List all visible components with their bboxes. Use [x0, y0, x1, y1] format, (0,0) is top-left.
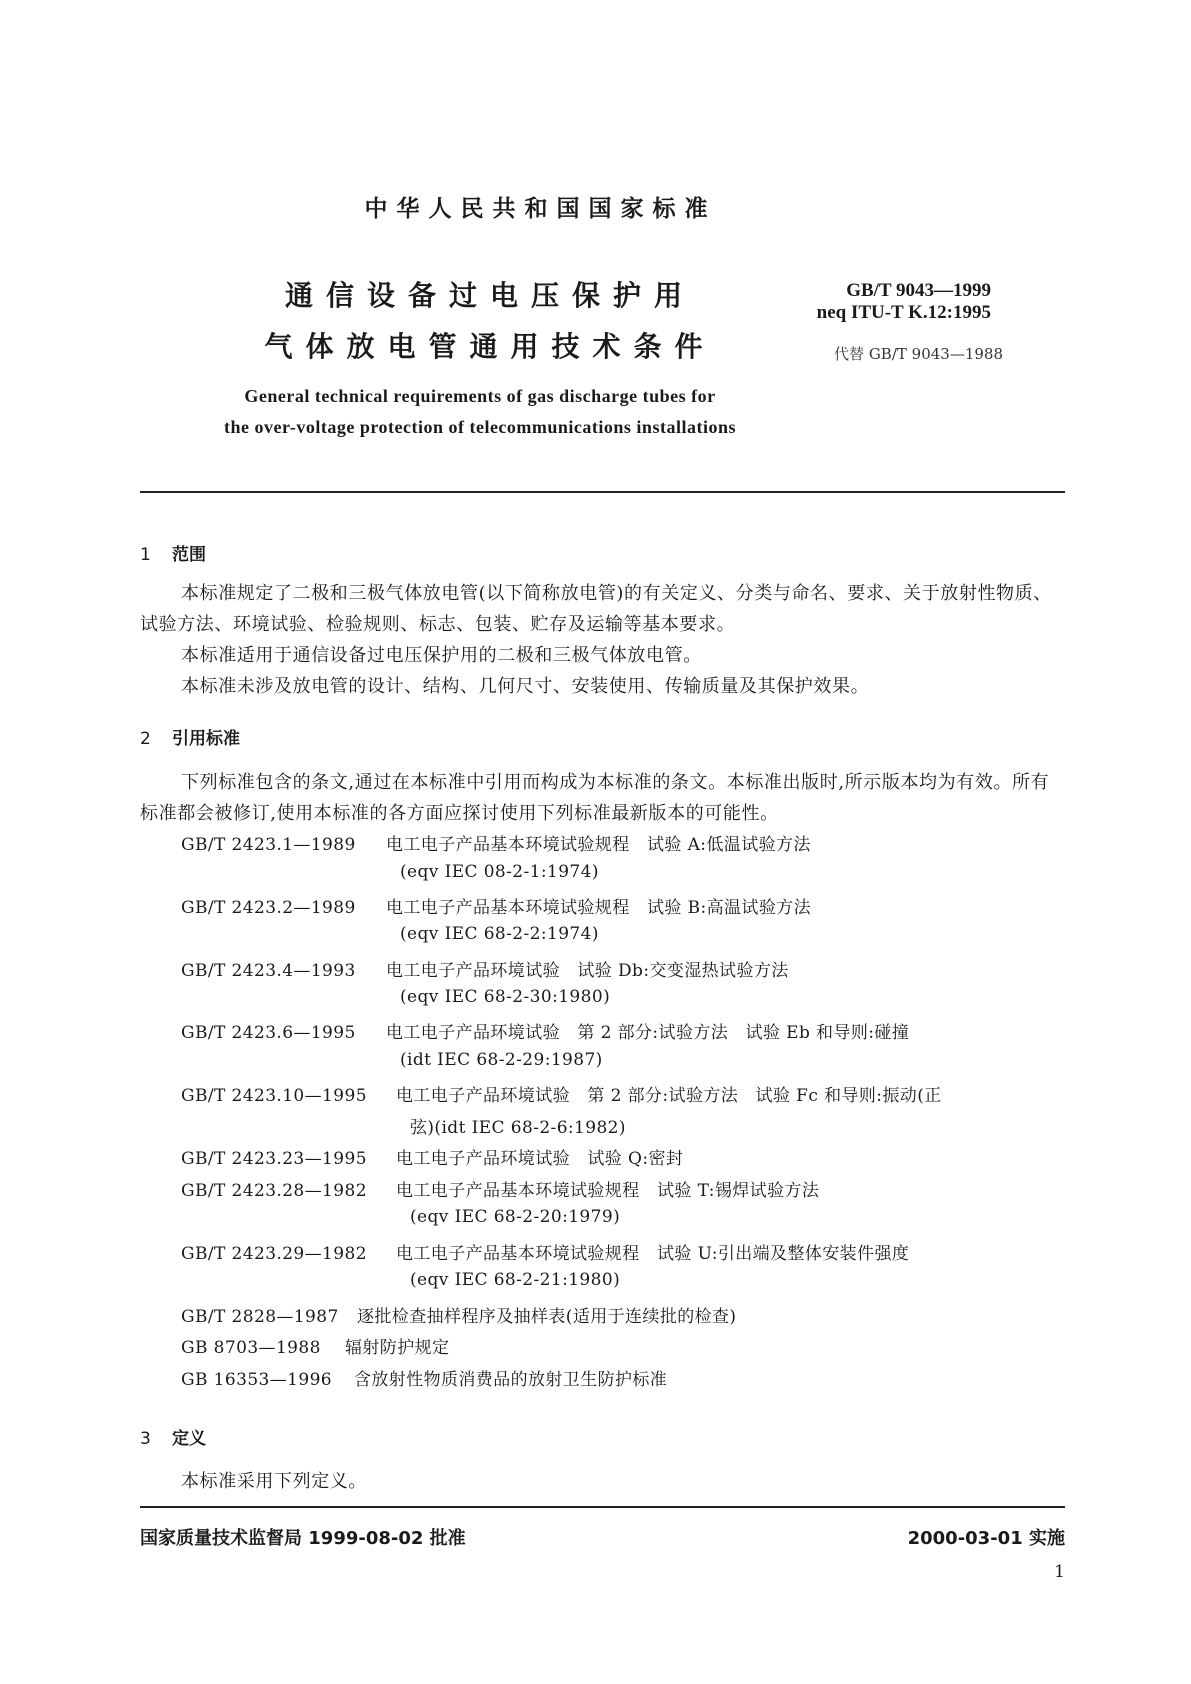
reference-item	[181, 1081, 942, 1106]
reference-title: 电工电子产品环境试验 试验 Db:交变湿热试验方法	[386, 961, 789, 981]
reference-title: 电工电子产品环境试验 第 2 部分:试验方法 试验 Fc 和导则:振动(正	[396, 1086, 942, 1106]
section-number: 1	[140, 545, 151, 565]
title-en-line1: General technical requirements of gas discharge tubes for	[244, 386, 716, 406]
header-divider	[140, 491, 1065, 493]
reference-continuation: (idt IEC 68-2-29:1987)	[400, 1050, 603, 1070]
reference-continuation: 弦)(idt IEC 68-2-6:1982)	[410, 1118, 626, 1138]
scope-paragraph-1: 本标准规定了二极和三极气体放电管(以下简称放电管)的有关定义、分类与命名、要求、关于放射性物质、试验方法、环境试验、检验规则、标志、包装、贮存及运输等基本要求。	[140, 583, 1052, 635]
title-en-line2: the over-voltage protection of telecommunications installations	[224, 417, 736, 437]
reference-code: GB/T 2423.23—1995	[181, 1149, 367, 1169]
reference-continuation: (eqv IEC 08-2-1:1974)	[400, 862, 599, 882]
title-cn-line1: 通信设备过电压保护用	[284, 279, 695, 312]
section-number: 2	[140, 729, 151, 749]
reference-title: 辐射防护规定	[345, 1338, 450, 1358]
reference-continuation: (eqv IEC 68-2-20:1979)	[410, 1207, 621, 1227]
reference-title: 逐批检查抽样程序及抽样表(适用于连续批的检查)	[357, 1307, 737, 1327]
reference-title: 电工电子产品基本环境试验规程 试验 B:高温试验方法	[386, 898, 812, 918]
reference-title: 电工电子产品环境试验 第 2 部分:试验方法 试验 Eb 和导则:碰撞	[386, 1023, 910, 1043]
replaces-note: 代替 GB/T 9043—1988	[834, 345, 1003, 363]
reference-item	[181, 830, 811, 855]
section-heading-references	[140, 724, 240, 749]
reference-code: GB/T 2423.10—1995	[181, 1086, 367, 1106]
reference-item	[181, 1333, 449, 1358]
approval-date: 国家质量技术监督局 1999-08-02 批准	[140, 1528, 466, 1549]
reference-item	[181, 893, 811, 918]
section-title: 范围	[172, 545, 206, 565]
reference-title: 含放射性物质消费品的放射卫生防护标准	[354, 1370, 668, 1390]
reference-title: 电工电子产品基本环境试验规程 试验 A:低温试验方法	[386, 835, 811, 855]
references-intro: 下列标准包含的条文,通过在本标准中引用而构成为本标准的条文。本标准出版时,所示版本均为有效。所有标准都会被修订,使用本标准的各方面应探讨使用下列标准最新版本的可能性。	[140, 772, 1050, 824]
reference-code: GB/T 2423.1—1989	[181, 835, 356, 855]
section-heading-scope	[140, 540, 206, 565]
reference-code: GB 8703—1988	[181, 1338, 321, 1358]
scope-paragraph-2: 本标准适用于通信设备过电压保护用的二极和三极气体放电管。	[181, 645, 702, 666]
reference-code: GB/T 2423.2—1989	[181, 898, 356, 918]
reference-item	[181, 956, 789, 981]
reference-item	[181, 1365, 667, 1390]
reference-item	[181, 1239, 909, 1264]
reference-code: GB 16353—1996	[181, 1370, 333, 1390]
reference-item	[181, 1176, 819, 1201]
reference-title: 电工电子产品基本环境试验规程 试验 U:引出端及整体安装件强度	[396, 1244, 910, 1264]
reference-code: GB/T 2423.4—1993	[181, 961, 356, 981]
reference-title: 电工电子产品环境试验 试验 Q:密封	[396, 1149, 684, 1169]
reference-code: GB/T 2423.29—1982	[181, 1244, 367, 1264]
reference-continuation: (eqv IEC 68-2-21:1980)	[410, 1270, 621, 1290]
reference-title: 电工电子产品基本环境试验规程 试验 T:锡焊试验方法	[396, 1181, 820, 1201]
reference-code: GB/T 2423.6—1995	[181, 1023, 356, 1043]
reference-code: GB/T 2828—1987	[181, 1307, 339, 1327]
section-title: 定义	[172, 1429, 206, 1449]
reference-item	[181, 1018, 909, 1043]
reference-code: GB/T 2423.28—1982	[181, 1181, 367, 1201]
effective-date: 2000-03-01 实施	[907, 1528, 1065, 1549]
page-number: 1	[1054, 1562, 1065, 1582]
standard-code: GB/T 9043—1999	[846, 280, 991, 301]
reference-continuation: (eqv IEC 68-2-2:1974)	[400, 924, 599, 944]
reference-item	[181, 1144, 683, 1169]
section-heading-definitions	[140, 1424, 206, 1449]
scope-paragraph-3: 本标准未涉及放电管的设计、结构、几何尺寸、安装使用、传输质量及其保护效果。	[181, 676, 870, 697]
reference-continuation: (eqv IEC 68-2-30:1980)	[400, 987, 611, 1007]
footer-divider	[140, 1506, 1065, 1508]
definitions-paragraph: 本标准采用下列定义。	[181, 1471, 367, 1492]
section-title: 引用标准	[172, 729, 240, 749]
national-standard-label: 中华人民共和国国家标准	[364, 196, 717, 222]
title-cn-line2: 气体放电管通用技术条件	[264, 330, 716, 363]
equivalence-code: neq ITU-T K.12:1995	[816, 302, 991, 323]
reference-item	[181, 1302, 736, 1327]
section-number: 3	[140, 1429, 151, 1449]
